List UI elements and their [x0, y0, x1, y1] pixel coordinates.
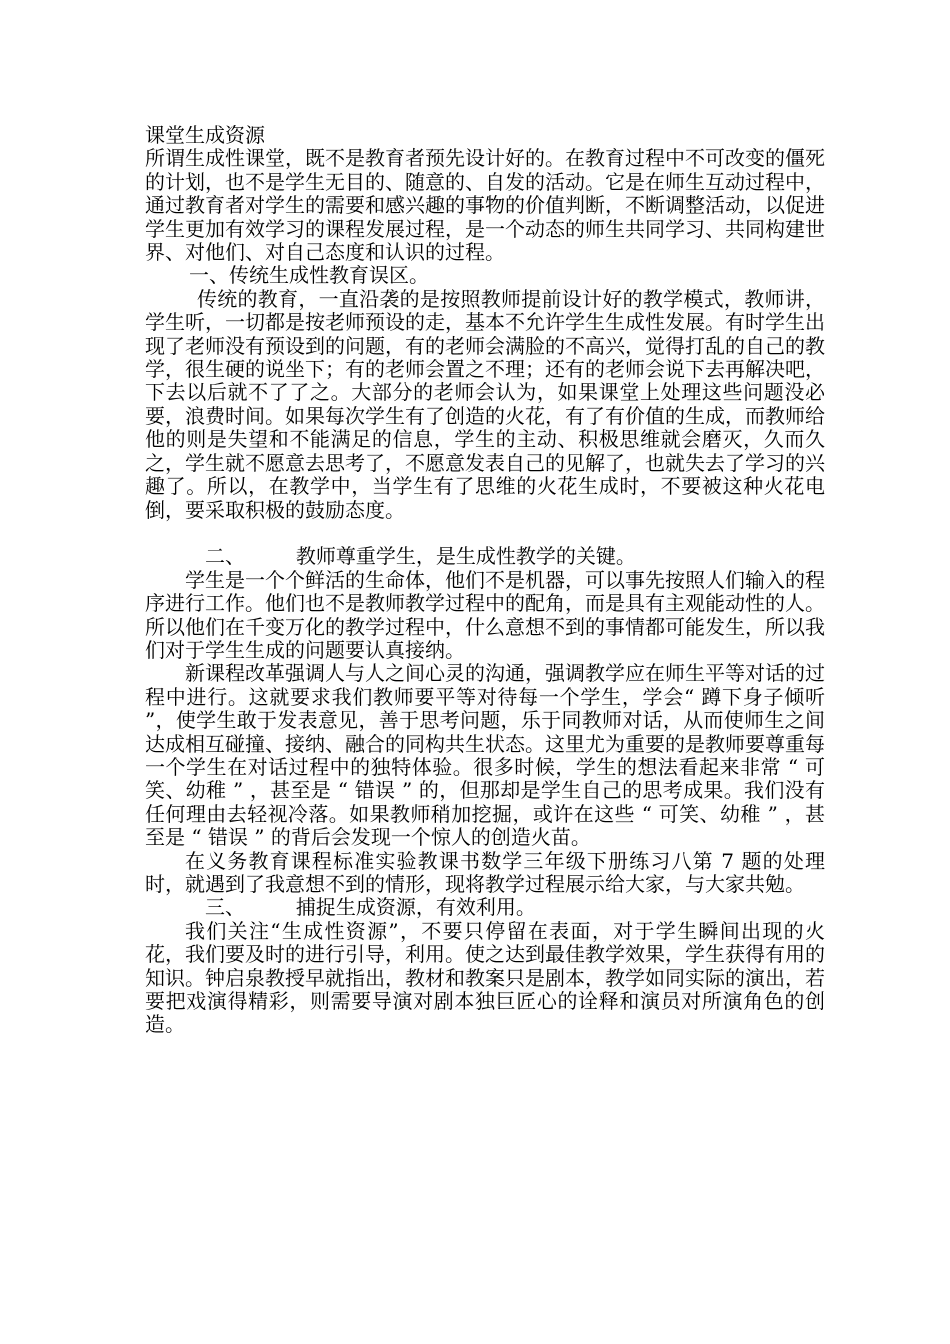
document-title: 课堂生成资源 [145, 123, 265, 147]
section2-heading: 二、 教师尊重学生，是生成性教学的关键。 [205, 544, 636, 569]
section3-paragraph: 我们关注“生成性资源”，不要只停留在表面，对于学生瞬间出现的火花，我们要及时的进行引导，利用。使之达到最佳教学效果，学生获得有用的知识。钟启泉教授早就指出，教材和教案只是剧本，教学如同实际的演出，若要把戏演得精彩，则需要导演对剧本独巨匠心的诠释和演员对所演角色的创造。 [145, 918, 825, 1037]
section2-paragraph-3: 在义务教育课程标准实验教课书数学三年级下册练习八第 7 题的处理时，就遇到了我意想不到的情形，现将教学过程展示给大家，与大家共勉。 [145, 848, 825, 896]
section1-heading: 一、传统生成性教育误区。 [189, 263, 429, 288]
section-spacer [145, 522, 825, 545]
section3-heading: 三、 捕捉生成资源，有效利用。 [205, 895, 536, 920]
intro-paragraph: 所谓生成性课堂，既不是教育者预先设计好的。在教育过程中不可改变的僵死的计划，也不是学生无目的、随意的、自发的活动。它是在师生互动过程中，通过教育者对学生的需要和感兴趣的事物的价值判断，不断调整活动，以促进学生更加有效学习的课程发展过程，是一个动态的师生共同学习、共同构建世界、对他们、对自己态度和认识的过程。 [145, 146, 825, 265]
section2-paragraph-2: 新课程改革强调人与人之间心灵的沟通，强调教学应在师生平等对话的过程中进行。这就要求我们教师要平等对待每一个学生，学会“ 蹲下身子倾听 ”，使学生敢于发表意见，善于思考问题，乐于同教师对话，从而使师生之间达成相互碰撞、接纳、融合的同构共生状态。这里尤为重要的是教师要尊重每一个学生在对话过程中的独特体验。很多时候，学生的想法看起来非常 “ 可笑、幼稚 ” ，甚至是 “ 错误 ” 的，但那却是学生自己的思考成果。我们没有任何理由去轻视冷落。如果教师稍加挖掘，或许在这些 “ 可笑、幼稚 ” ，甚至是 “ 错误 ” 的背后会发现一个惊人的创造火苗。 [145, 661, 832, 850]
section2-paragraph-1: 学生是一个个鲜活的生命体，他们不是机器，可以事先按照人们输入的程序进行工作。他们也不是教师教学过程中的配角，而是具有主观能动性的人。所以他们在千变万化的教学过程中，什么意想不到的事情都可能发生，所以我们对于学生生成的问题要认真接纳。 [145, 567, 825, 662]
document-body [145, 123, 832, 1037]
section1-paragraph: 传统的教育，一直沿袭的是按照教师提前设计好的教学模式，教师讲，学生听，一切都是按老师预设的走，基本不允许学生生成性发展。有时学生出现了老师没有预设到的问题，有的老师会满脸的不高兴，觉得打乱的自己的教学，很生硬的说坐下；有的老师会置之不理；还有的老师会说下去再解决吧，下去以后就不了了之。大部分的老师会认为，如果课堂上处理这些问题没必要，浪费时间。如果每次学生有了创造的火花，有了有价值的生成，而教师给他的则是失望和不能满足的信息，学生的主动、积极思维就会磨灭，久而久之，学生就不愿意去思考了，不愿意发表自己的见解了，也就失去了学习的兴趣了。所以，在教学中，当学生有了思维的火花生成时，不要被这种火花电倒，要采取积极的鼓励态度。 [145, 286, 825, 522]
